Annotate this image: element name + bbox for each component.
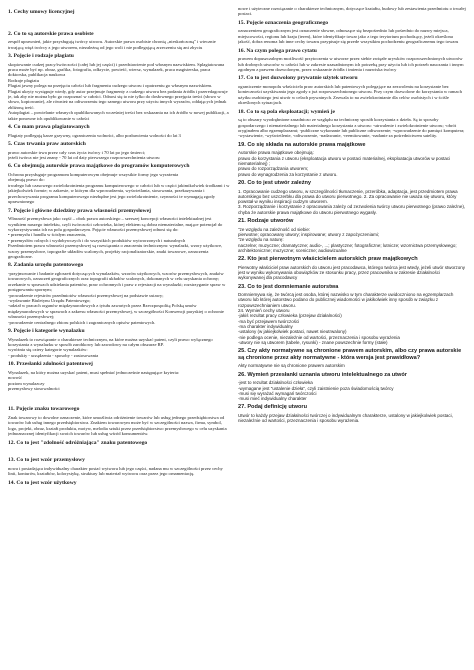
section-heading: 7. Pojęcie i główne dziedziny prawa własności przemysłowej [8,207,151,214]
section-block [8,406,230,413]
section-block [238,363,466,368]
section-heading: 8. Zadania urzędu patentowego [8,262,84,269]
section-heading: 20. Co to jest utwór zależny [238,179,312,186]
section-heading: 27. Podaj definicję utworu [238,404,308,411]
paragraph: Akty normatywne nie są chronione prawem autorskim [238,363,345,369]
section-heading: 4. Co mam prawa plagiatowanych [8,124,90,131]
paragraph: Wynalazek to rozwiązanie o charakterze technicznym, na które można uzyskać patent, czyli prawo wyłącznego korzystania z wynalazku w sposób zarobkowy lub zawodowy na całym obszarze RP. [8,336,213,347]
section-block [8,216,230,259]
paragraph: nowa i posiadająca indywidualny charakter postać wytworu lub jego części, nadana mu w szczególności przez cechy linii, konturów, kształtów, kolorystykę, struktury lub materiał wytworu oraz przez jego ornamentację. [8,465,223,477]
section-block [8,150,230,161]
section-block [238,348,466,361]
section-heading: 10. Przesłanki zdolności patentowej [8,361,93,368]
paragraph: Plagiaty podlegają karze grzywny, ograniczenia wolności, albo pozbawienia wolności do lat 3 [8,132,181,138]
section-block [8,466,230,477]
paragraph: -prowadzenie rejestrów przedmiotów własności przemysłowej na podstawie ustawy; [8,292,164,298]
paragraph: Wynalazek, na który można uzyskać patent, musi spełniać jednocześnie następujące kryteria: [8,369,180,375]
paragraph: nowość [8,375,23,381]
section-block [238,189,466,215]
paragraph: -wydawanie Biuletynu Urzędu Patentowego; [8,297,91,303]
section-block [8,141,230,148]
section-block [8,337,230,359]
paragraph: prawem dopuszczalnym możliwość przytoczenia w utworze przez siebie zwięzłe urywków rozpowszechnionych utworów lub drobnych utworów w całości lub w zakresie uzasadnionym ich potrzebą przy użyciu lub ich potrzeb nauczania i innym zgodnym z prawem dozwolonym, przez wskazanie źródła i imienia i nazwiska twórcy [238,56,464,73]
section-block [8,262,230,269]
paragraph: skopiowanie cudzej pracy/twórczości (całej lub jej części) i przedstawienie pod własnym nazwiskiem. Splagiatowana praca może być np. obraz, grafika, fotografia, odkrycie, powieść, wiersz, wynalazek, praca magisterska, praca doktorska, publikacja naukowa [8,61,225,78]
section-block [238,75,466,82]
section-block [8,440,230,447]
section-block [8,9,230,16]
paragraph: Utwór to każdy przejaw działalności twórczej o indywidualnym charakterze, ustalony w jakiejkolwiek postaci, niezależnie od wartości, przeznaczenia i sposobu wyrażenia. [238,413,453,424]
section-block [238,56,466,72]
spacer [8,448,230,454]
section-block [8,163,230,170]
section-heading: 18. Co to są pola eksploatacji; wymień je [238,108,335,115]
paragraph: -przyjmowanie i badanie zgłoszeń dotyczących wynalazków, wzorów użytkowych, wzorów przemysłowych, znaków towarowych, oznaczeń geograficznych oraz topografii układów scalonych, dokonanych w celu uzyskania ochrony; orzekanie w sprawach udzielania patentów, praw ochronnych i praw z rejestracji na wynalazki; rozstrzyganie spraw w postępowaniu spornym; [8,270,226,293]
paragraph: prawo autorskie trwa przez cały czas życia twórcy i 70 lat po jego śmierci; [8,149,146,155]
section-heading: 12. Co to jest "zdolność odróżniająca" znaku patentowego [8,439,148,446]
paragraph: przemysłowy stosowalności [8,386,60,392]
paragraph: -musi się wyrażać wymagań twórczości [238,390,317,396]
paragraph: -nie podlega ocenie, niezależnie od wartości, przeznaczenia i sposobu wyrażenia [238,334,400,340]
paragraph: • przemysłu i handlu w ścisłym znaczeniu, [8,232,87,238]
section-heading: 22. Kto jest pierwotnym właścicielem autorskich praw majątkowych [238,256,418,263]
paragraph: zespół uprawnień, jakie przysługują twórcy utworu. Autorskie prawa osobiste chronią „nieskończoną" i wiecznie trwającą więź twórcy z jego utworem, niezależną od jego woli i nie podlegającą zrzeczeniu się ani zbyciu [8,39,216,50]
section-block [8,457,230,464]
paragraph: -musi mieć indywidualny charakter [238,396,307,402]
section-block [8,172,230,204]
section-block [238,6,466,17]
section-block [238,227,466,253]
paragraph: nowe i użyteczne rozwiązanie o charakterze technicznym, dotyczące kształtu, budowy lub zestawienia przedmiotu o trwałej postaci. [238,6,466,17]
paragraph: -jest to rezultat działalności człowieka [238,380,313,386]
paragraph: prawo do rozporządzania utworem; [238,166,309,172]
section-block [8,53,230,60]
paragraph: wyróżnia się cztery kategorie wynalazków: [8,347,88,353]
section-heading: 25. Czy akty normatywne są chronione prawem autorskim, albo czy prawa autorskie są chronione przez akty normatywne - która wersja jest prawidłowa? [238,348,462,361]
section-heading: 2. Co to są autorskie prawa osobiste [8,30,94,37]
paragraph: naczelne; muzyczne; dramatyczne; audio-, ...; plastyczne; fotograficzne; lutnicze; wzornictwa przemysłowego; architektoniczne; muzyczne; sceniczne; audiowizualne [238,242,457,253]
paragraph: Plagiat jawny polega na przejęciu całości lub fragmentu cudzego utworu i opatrzeniu go własnym nazwiskiem. [8,83,213,89]
section-heading: 26. Wymień przesłanki uznania utworu intelektualnego za utwór [238,371,407,378]
paragraph: "ze względu na zależność od siebie: [238,226,311,232]
paragraph: -ma charakter indywidualny [238,323,293,329]
paragraph: -jakiś rezultat pracy człowieka (przejaw działalności) [238,313,342,319]
paragraph: Rodzaje plagiatu [8,77,39,83]
paragraph: • przemysłów rolnych i wydobywczych i do wszystkich produktów wytworzonych i naturalnych [8,237,186,243]
paragraph: 24. Wymień cechy utworu [238,308,290,314]
paragraph: Autorskie prawa majątkowe obejmują: [238,150,314,156]
section-block [8,415,230,437]
section-block [238,372,466,379]
section-block [8,361,230,368]
paragraph: 3. Rozporządzanie i korzystanie z opracowania zależy od zezwolenia twórcy utworu pierwotnego (prawo zależne), chyba że autorskie prawa majątkowe do utworu pierwotnego wygasły. [238,204,466,215]
section-block [8,133,230,138]
section-block [238,142,466,149]
paragraph: -wymagane jest "ustalenie dzieła", czyli zaistnienie poza świadomością twórcy [238,385,394,391]
paragraph: -utwory nie są utworem (tabele, rysunki) - znane powszechnie formy (stałe) [238,339,388,345]
paragraph: Pierwotny właściciel praw autorskich do utworu jest pracodawca, którego twórca jest wtedy, jeżeli utwór stworzony jest w wyniku wykonywania obowiązków ze stosunku pracy, przez pracownika w zakresie działalności wykonywanej dla pracodawcy [238,264,466,281]
section-block [238,404,466,411]
section-block [238,413,466,424]
paragraph: prawo do korzystania z utworu (eksploatacja utworu w postaci materialnej, eksploatacja utworów w postaci niematerialnej) ; [238,155,451,167]
section-heading: 9. Pojęcie i kategorie wynalazku [8,328,85,334]
section-block [238,28,466,44]
section-block [238,20,466,27]
paragraph: Plagiat ukryty występuje wtedy, gdy autor przejmuje fragmenty z cudzego utworu bez podania źródła i przeredagowuje je, tak aby nie można było go rozpoznać w całości. Odnosi się to nie tylko do dosłownego przejęcia treści (słowo w słowo, kopiowanie), ale również na odtworzeniu tego samego utworu przy użyciu innych wyrazów, oddających jednak zbliżoną treść. [8,88,228,110]
paragraph: oznaczeniem geograficznym jest oznaczenie słowne, odnoszące się bezpośrednio lub pośrednio do nazwy miejsca, miejscowości, regionu lub kraju (teren), które identyfikuje towar jako z tego terytorium pochodzący, jeżeli określona jakość, dobra renoma lub inne cechy towaru przypisuje się przede wszystkim pochodzeniu geograficznemu tego towaru [238,28,459,45]
paragraph: -ustalony (w jakiejkolwiek postaci, nawet nieutrwalony) [238,329,347,335]
section-heading: 13. Co to jest wzór przemysłowy [8,457,85,464]
paragraph: -prowadzenie centralnego zbioru polskich i zagranicznych opisów patentowych. [8,319,156,325]
section-block [238,265,466,281]
section-heading: 1. Cechy umowy licencyjnej [8,9,75,15]
paragraph: jeżeli twórca nie jest znany - 70 lat od daty pierwszego rozpowszechnienia utworu [8,155,160,161]
paragraph: Domniemywa się, że twórcą jest osoba, której nazwisko w tym charakterze uwidoczniono na egzemplarzach utworu lub której autorstwo podano do publicznej wiadomości w jakikolwiek inny sposób w związku z rozpowszechnianiem utworu. [238,292,454,308]
paragraph: -udział w pracach organów międzynarodowych z tytułu zawartych przez Rzeczpospolitą Polską umów międzynarodowych w sprawach z zakresu własności przemysłowej, w szczególności Konwencji paryskiej o ochronie własności przemysłowej; [8,303,224,320]
paragraph: pierwotne; opracowany utwory; inspirowane; utwory z zapożyczeniami; [238,231,380,237]
section-heading: 11. Pojęcie znaku towarowego [8,406,80,413]
section-heading: 17. Co to jest dozwolony prywatnie użytek utworu [238,75,358,82]
paragraph: "ze względu na naturę: [238,237,284,243]
section-heading: 15. Pojęcie oznaczenia geograficznego [238,19,329,26]
section-block [8,370,230,392]
section-block [8,328,230,335]
left-column [8,6,230,664]
section-block [238,218,466,225]
section-block [238,150,466,176]
paragraph: 1. Opracowanie cudzego utworu, w szczególności tłumaczenie, przeróbka, adaptacja, jest przedmiotem prawa autorskiego bez uszczerbku dla prawa do utworu pierwotnego. 2. Za opracowanie nie uważa się utworu, który powstał w wyniku inspiracji cudzym utworem. [238,188,458,205]
paragraph: - produkty - urządzenia - sposoby - zastosowania [8,352,99,358]
section-heading: 19. Co się składa na autorskie prawa majątkowe [238,141,366,148]
section-block [238,117,466,139]
section-heading: 21. Rodzaje utworów [238,218,294,225]
section-block [8,31,230,38]
paragraph: obejmują prawo do: [8,177,45,183]
paragraph: trwałego lub czasowego zwielokrotnienia programu komputerowego w całości lub w części jakimikolwiek środkami i w jakiejkolwiek formie; w zakresie, w którym dla wprowadzenia, wyświetlania, stosowania, przekazywania i przechowywania programu komputerowego niezbędne jest jego zwielokrotnienie, czynności te wymagają zgody uprawnionego [8,182,230,205]
section-block [8,208,230,215]
paragraph: Przedmiotem prawa własności przemysłowej są rozwiązania o znaczeniu technicznym: wynalazki, wzory użytkowe, wzory przemysłowe, topografie układów scalonych, projekty racjonalizatorskie, znaki towarowe, oznaczenia geograficzne. [8,243,223,259]
section-block [238,256,466,263]
paragraph: Znak towarowy to dowolne oznaczenie, które umożliwia odróżnienie towarów lub usług jednego przedsiębiorstwa od towarów lub usług innego przedsiębiorstwa. Znakiem towarowym może być w szczególności nazwa, firma, symbol, logo, projekt, obraz, kształt produktu, motyw, melodia sztuki przez przedsiębiorstwo przemysłowego w celu uzyskania jednoznacznej identyfikacji swoich towarów lub usług wśród konsumentów. [8,415,227,437]
spacer [8,18,230,28]
section-block [238,109,466,116]
section-block [238,380,466,401]
section-heading: 23. Co to jest domniemanie autorstwa [238,283,339,290]
section-heading: 16. Na czym polega prawo cytatu [238,47,317,54]
section-block [238,180,466,187]
paragraph: -ma być przejawem twórczości [238,318,300,324]
right-column [238,6,466,664]
section-block [238,84,466,106]
section-heading: 3. Pojęcie i rodzaje plagiatu [8,53,74,59]
section-block [238,48,466,55]
section-block [8,39,230,50]
paragraph: prawo do wynagrodzenia za korzystanie z utworu. [238,171,338,177]
section-block [8,62,230,121]
paragraph: Własność przemysłowa jako część – obok prawa autorskiego – szerszej koncepcji własności intelektualnej jest wynikiem naszego intelektu, czyli twórczości człowieka, której efektem są dobra niematerialne, mające potencjał do wykorzystywania ich na polu gospodarczym. Pojęcie własności przemysłowej odnosi się do: [8,216,223,232]
paragraph: poziom wynalazczy [8,380,45,386]
section-heading: 14. Co to jest wzór użytkowy [8,479,77,486]
section-block [238,284,466,291]
paragraph: są to obszary wyodrębnione zasadniczo ze względu na techniczny sposób korzystania z dzieła. Są to sposoby gospodarczego i niematerialnego lub materialnego korzystania z utworu: -utrwalenie i zwielokrotnienie utworu; -obrót oryginałem albo egzemplarzami; -publiczne wykonanie lub publiczne odtworzenie; -wprowadzenie do pamięci komputera; -wystawienie, -wyświetlenie, -odtworzenie, -nadawanie, -reemitowanie, -nadanie za pośrednictwem satelity. [238,117,465,139]
paragraph: Ochrona przysługuje programom komputerowym obejmuje wszystkie formy jego wyrażenia [8,172,179,178]
section-heading: 6. Co obejmują autorskie prawa majątkowe do programów komputerowych [8,163,190,170]
spacer [8,393,230,403]
paragraph: ograniczenie monopolu właściciela praw autorskich lub patentowych polegające na zezwoleniu na korzystanie bez konieczności uzyskiwania jego zgody z już rozpowszechnionego utworu. Przy czym dozwolone do korzystania w ramach użytku osobistego jest utwór w celach prywatnych. Zezwala to na zwielokrotnianie dla celów osobistych i w ściśle określonych sytuacjach. [238,84,462,106]
section-block [8,480,230,487]
section-block [238,292,466,345]
section-block [8,271,230,325]
section-heading: 5. Czas trwania praw autorskich [8,141,86,148]
paragraph: Autoplagiat – powielanie własnych opublikowanych wcześniej treści bez wskazania na ich źródło w nowej publikacji, a także ponowne ich opublikowanie w całości [8,110,229,121]
section-block [8,124,230,131]
